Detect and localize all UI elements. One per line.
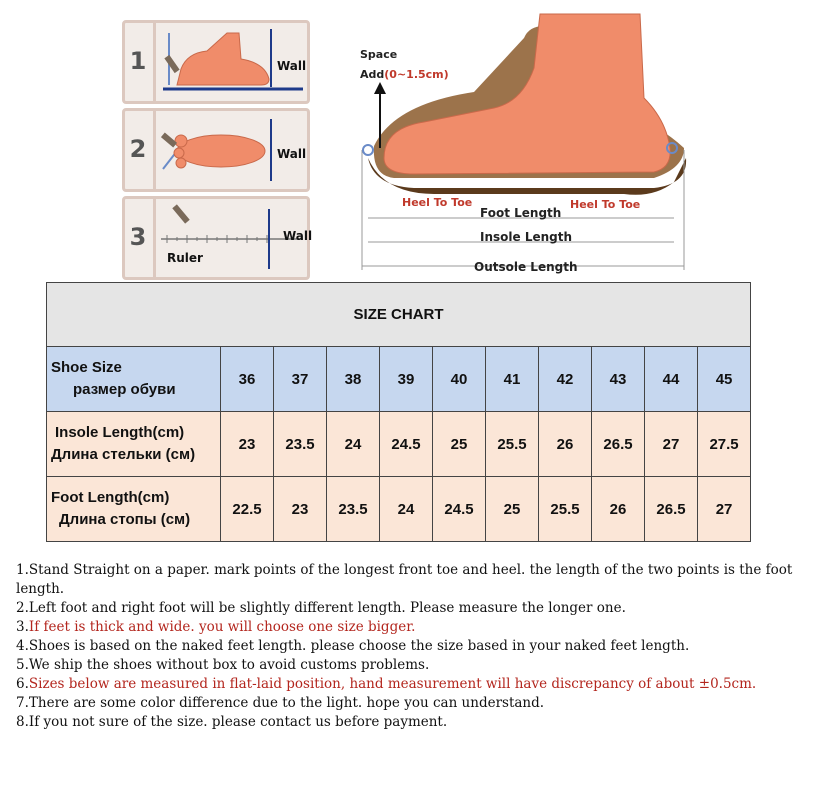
table-cell: 38: [327, 347, 380, 412]
table-cell: 25.5: [486, 412, 539, 477]
row-header-ru: Длина стопы (см): [59, 511, 191, 528]
table-cell: 26.5: [645, 477, 698, 542]
row-header-en: Shoe Size: [51, 359, 122, 376]
measuring-steps: [118, 16, 318, 278]
note-text: If you not sure of the size. please contact us before payment.: [28, 714, 448, 730]
note-number: 4.: [16, 638, 29, 654]
step-3-panel: [122, 196, 313, 280]
table-cell: 23.5: [274, 412, 327, 477]
note-number: 5.: [16, 657, 29, 673]
table-cell: 24: [380, 477, 433, 542]
table-row-insole-length: [47, 412, 751, 477]
insole-length-label: Insole Length: [480, 230, 573, 244]
note-item: [16, 656, 816, 675]
step-1-panel: [122, 20, 310, 104]
note-item: [16, 618, 816, 637]
foot-measurement-diagram: [354, 8, 694, 278]
table-cell: 41: [486, 347, 539, 412]
table-cell: 26: [539, 412, 592, 477]
note-item: [16, 561, 816, 599]
step-number: 1: [129, 47, 147, 75]
table-cell: 23: [274, 477, 327, 542]
heel-to-toe-right-label: Heel To Toe: [570, 198, 641, 211]
table-row-foot-length: [47, 477, 751, 542]
table-cell: 26.5: [592, 412, 645, 477]
table-title: SIZE CHART: [47, 283, 751, 347]
wall-label: Wall: [277, 147, 307, 161]
note-number: 8.: [16, 714, 29, 730]
note-number: 3.: [16, 619, 29, 635]
table-cell: 39: [380, 347, 433, 412]
note-item: [16, 713, 816, 732]
note-number: 7.: [16, 695, 29, 711]
table-cell: 23.5: [327, 477, 380, 542]
table-cell: 27: [698, 477, 751, 542]
table-cell: 40: [433, 347, 486, 412]
note-number: 6.: [16, 676, 29, 692]
table-cell: 44: [645, 347, 698, 412]
note-text: We ship the shoes without box to avoid customs problems.: [28, 657, 430, 673]
table-cell: 25: [433, 412, 486, 477]
step-number: 2: [129, 135, 147, 163]
table-cell: 24: [327, 412, 380, 477]
row-header-ru: размер обуви: [73, 381, 176, 398]
divider: [153, 111, 156, 189]
note-text-highlight: Sizes below are measured in flat-laid position, hand measurement will have discrepancy of about ±0.5cm.: [28, 676, 757, 692]
table-cell: 36: [221, 347, 274, 412]
note-item: [16, 599, 816, 618]
table-cell: 45: [698, 347, 751, 412]
row-header: [47, 412, 221, 477]
row-header: [47, 347, 221, 412]
space-label: Space: [360, 48, 398, 61]
table-cell: 27: [645, 412, 698, 477]
row-header-ru: Длина стельки (см): [51, 446, 196, 463]
step-number: 3: [129, 223, 147, 251]
note-number: 2.: [16, 600, 29, 616]
row-header: [47, 477, 221, 542]
row-header-en: Insole Length(cm): [55, 424, 185, 441]
row-header-en: Foot Length(cm): [51, 489, 170, 506]
foot-length-label: Foot Length: [480, 206, 562, 220]
divider: [153, 199, 156, 277]
note-item: [16, 694, 816, 713]
table-cell: 23: [221, 412, 274, 477]
note-item: [16, 637, 816, 656]
note-text: Stand Straight on a paper. mark points of the longest front toe and heel. the length of the two points is the foot length.: [16, 562, 793, 597]
table-cell: 22.5: [221, 477, 274, 542]
table-cell: 43: [592, 347, 645, 412]
size-notes: [16, 561, 816, 732]
table-title-row: [47, 283, 751, 347]
note-number: 1.: [16, 562, 29, 578]
wall-label: Wall: [283, 229, 313, 243]
add-text: Add: [360, 68, 385, 81]
table-cell: 25: [486, 477, 539, 542]
table-cell: 26: [592, 477, 645, 542]
outsole-length-label: Outsole Length: [474, 260, 578, 274]
ruler-label: Ruler: [167, 251, 203, 265]
divider: [153, 23, 156, 101]
size-chart-table: [46, 282, 751, 542]
table-cell: 27.5: [698, 412, 751, 477]
table-cell: 25.5: [539, 477, 592, 542]
note-text: Left foot and right foot will be slightly different length. Please measure the longer one.: [28, 600, 626, 616]
wall-label: Wall: [277, 59, 307, 73]
step-2-panel: [122, 108, 310, 192]
table-cell: 24.5: [433, 477, 486, 542]
add-range: (0~1.5cm): [384, 68, 449, 81]
table-cell: 24.5: [380, 412, 433, 477]
note-text: Shoes is based on the naked feet length. please choose the size based in your naked feet length.: [28, 638, 690, 654]
table-cell: 37: [274, 347, 327, 412]
table-row-shoe-size: [47, 347, 751, 412]
note-item: [16, 675, 816, 694]
add-label: [360, 68, 449, 81]
heel-to-toe-left-label: Heel To Toe: [402, 196, 473, 209]
table-cell: 42: [539, 347, 592, 412]
note-text-highlight: If feet is thick and wide. you will choose one size bigger.: [28, 619, 416, 635]
note-text: There are some color difference due to the light. hope you can understand.: [28, 695, 545, 711]
